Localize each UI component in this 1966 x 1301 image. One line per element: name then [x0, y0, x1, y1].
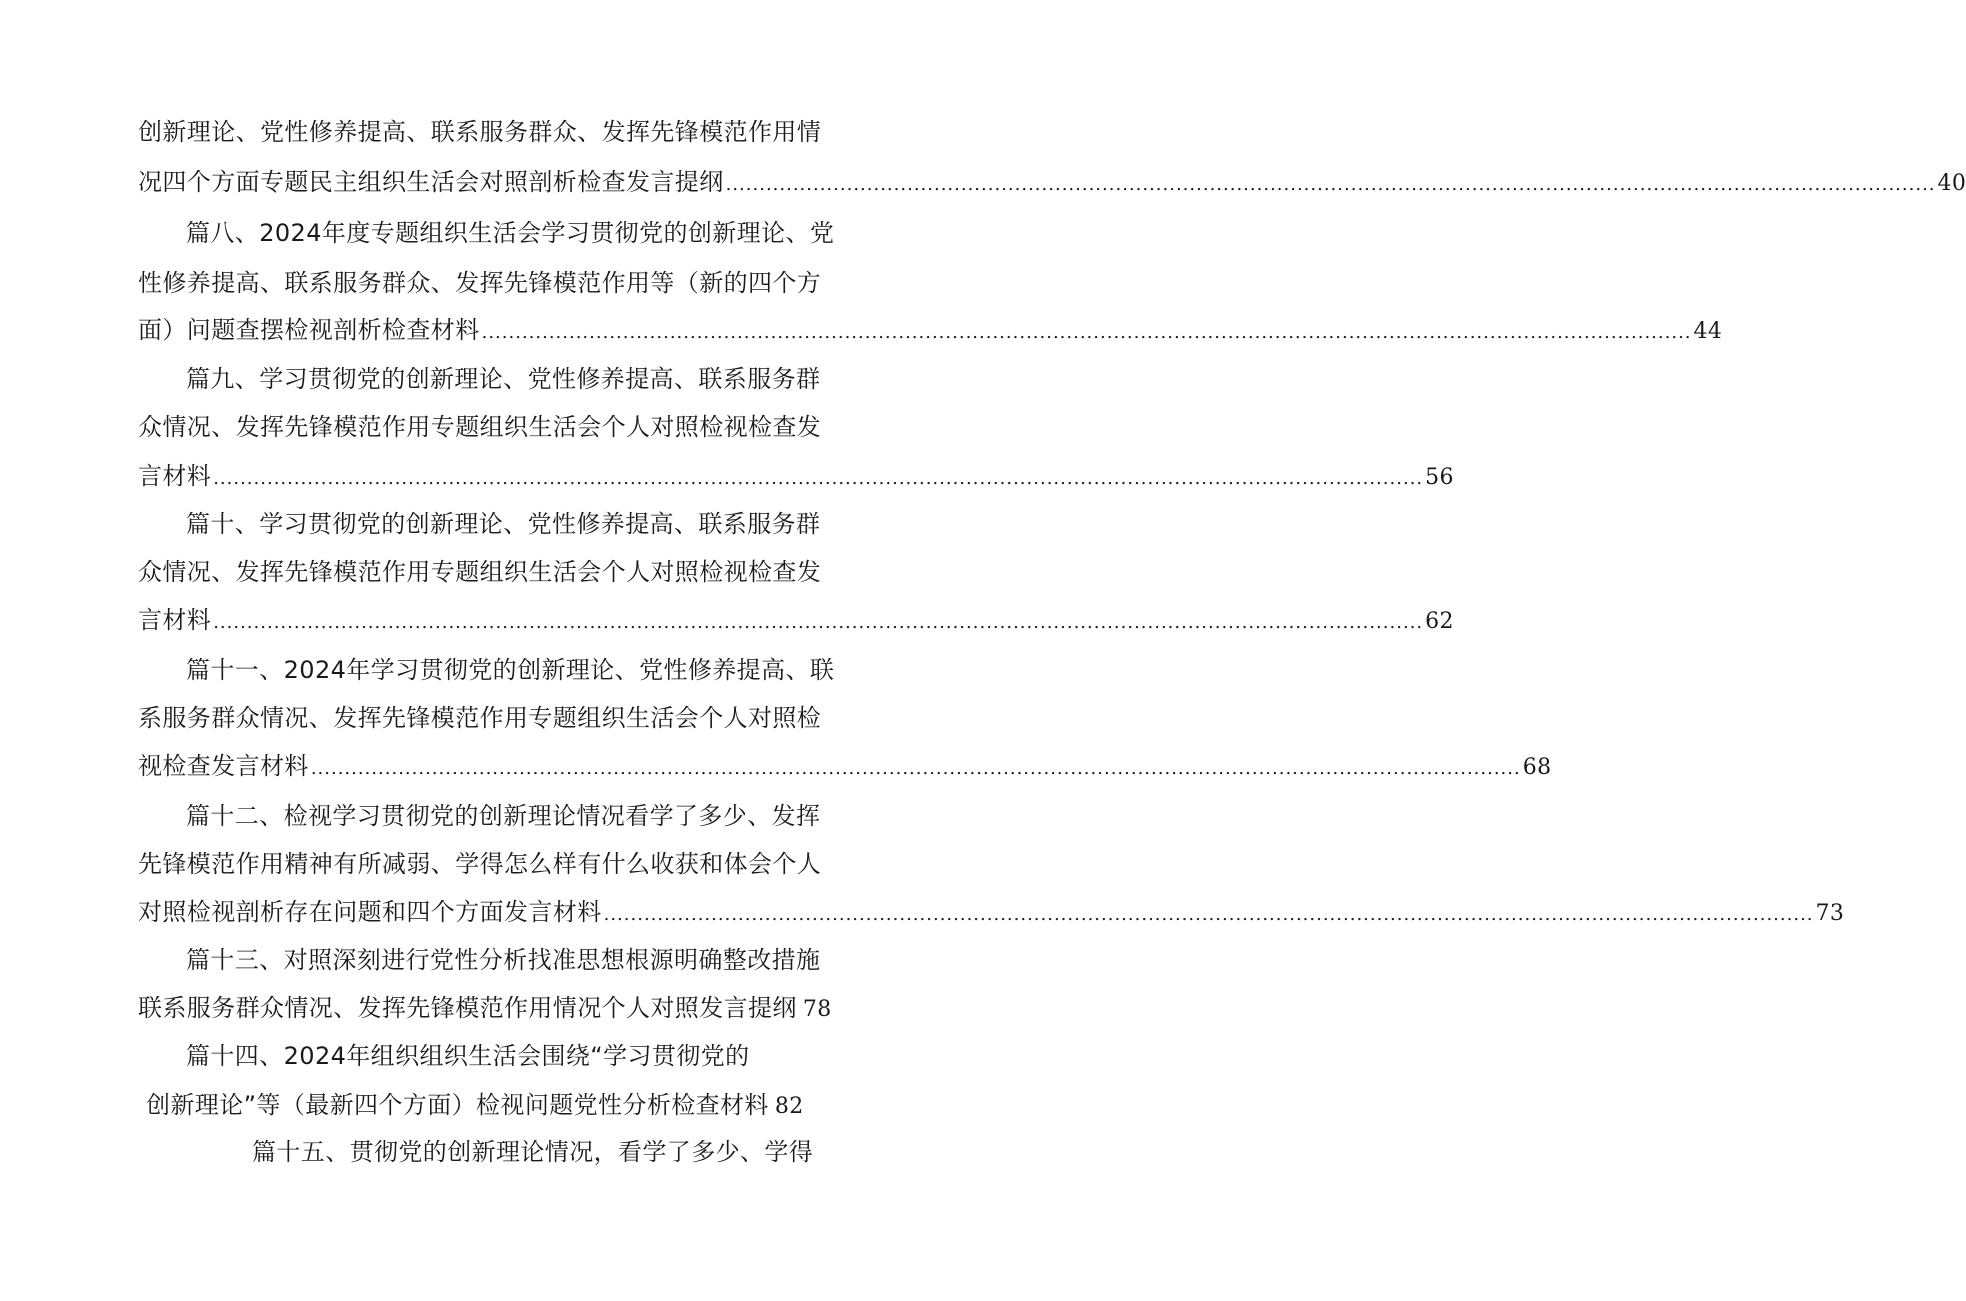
toc-entry-line: 篇十、学习贯彻党的创新理论、党性修养提高、联系服务群 — [186, 510, 821, 538]
toc-entry-line: 篇十四、2024年组织组织生活会围绕“学习贯彻党的 — [186, 1042, 750, 1070]
toc-entry-line: 篇八、2024年度专题组织生活会学习贯彻党的创新理论、党 — [186, 219, 835, 247]
toc-leader-dots — [726, 170, 1936, 200]
toc-entry-text: 言材料 — [138, 606, 212, 634]
toc-entry-line: 篇九、学习贯彻党的创新理论、党性修养提高、联系服务群 — [186, 365, 821, 393]
toc-entry-text: 言材料 — [138, 462, 212, 490]
toc-entry-text: 况四个方面专题民主组织生活会对照剖析检查发言提纲 — [138, 168, 724, 196]
toc-entry-text: 联系服务群众情况、发挥先锋模范作用情况个人对照发言提纲 — [138, 994, 797, 1022]
toc-leader-dots — [604, 900, 1814, 930]
toc-entry-line: 篇十一、2024年学习贯彻党的创新理论、党性修养提高、联 — [186, 656, 835, 684]
toc-entry-last-line[interactable] — [146, 1090, 804, 1120]
toc-entry-line: 众情况、发挥先锋模范作用专题组织生活会个人对照检视检查发 — [138, 413, 822, 441]
toc-leader-dots — [311, 754, 1521, 784]
toc-page-number: 44 — [1693, 319, 1723, 344]
toc-entry-line: 众情况、发挥先锋模范作用专题组织生活会个人对照检视检查发 — [138, 558, 822, 586]
toc-entry-text: 创新理论”等（最新四个方面）检视问题党性分析检查材料 — [146, 1091, 769, 1119]
toc-entry-last-line[interactable] — [138, 993, 832, 1023]
toc-leader-dots — [213, 464, 1423, 494]
toc-entry-line: 篇十二、检视学习贯彻党的创新理论情况看学了多少、发挥 — [186, 802, 821, 830]
toc-page-number: 78 — [802, 997, 832, 1022]
toc-page-number: 73 — [1815, 901, 1845, 926]
toc-entry-text: 面）问题查摆检视剖析检查材料 — [138, 316, 480, 344]
toc-entry-last-line[interactable] — [138, 605, 1454, 635]
toc-entry-line: 创新理论、党性修养提高、联系服务群众、发挥先锋模范作用情 — [138, 118, 822, 146]
toc-leader-dots — [213, 608, 1423, 638]
toc-entry-last-line[interactable] — [138, 315, 1723, 345]
toc-page-number: 40 — [1937, 171, 1966, 196]
toc-entry-text: 对照检视剖析存在问题和四个方面发言材料 — [138, 898, 602, 926]
toc-entry-line: 先锋模范作用精神有所减弱、学得怎么样有什么收获和体会个人 — [138, 850, 822, 878]
toc-entry-line: 篇十五、贯彻党的创新理论情况，看学了多少、学得 — [252, 1138, 814, 1166]
toc-entry-last-line[interactable] — [138, 751, 1552, 781]
toc-leader-dots — [482, 318, 1692, 348]
toc-page-number: 68 — [1522, 755, 1552, 780]
toc-page-number: 82 — [774, 1094, 804, 1119]
toc-page-number: 56 — [1425, 465, 1454, 490]
toc-entry-line: 篇十三、对照深刻进行党性分析找准思想根源明确整改措施 — [186, 946, 821, 974]
toc-entry-line: 系服务群众情况、发挥先锋模范作用专题组织生活会个人对照检 — [138, 704, 822, 732]
toc-entry-last-line[interactable] — [138, 461, 1454, 491]
toc-page-number: 62 — [1425, 609, 1454, 634]
toc-entry-last-line[interactable] — [138, 167, 1966, 197]
toc-entry-line: 性修养提高、联系服务群众、发挥先锋模范作用等（新的四个方 — [138, 269, 822, 297]
toc-entry-text: 视检查发言材料 — [138, 752, 309, 780]
toc-entry-last-line[interactable] — [138, 897, 1845, 927]
